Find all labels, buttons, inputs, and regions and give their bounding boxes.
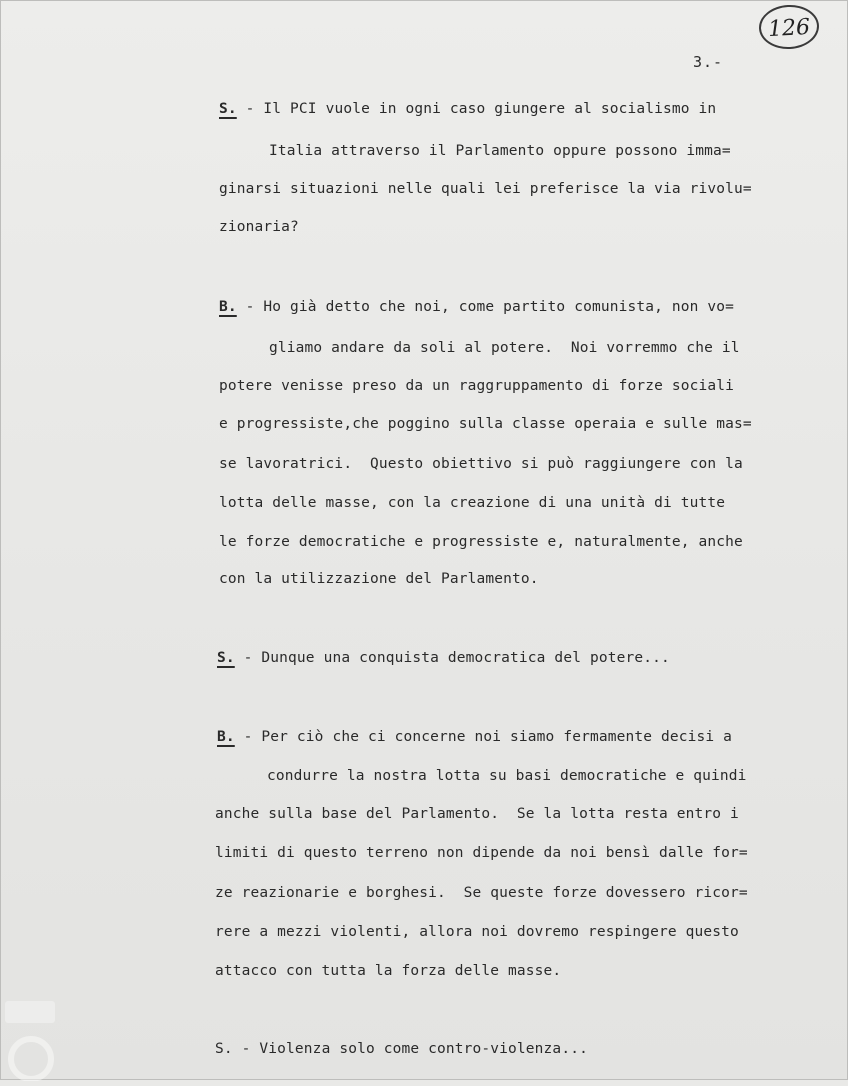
speaker-label: S. xyxy=(215,1041,233,1057)
text-line: S. - Il PCI vuole in ogni caso giungere al socialismo in xyxy=(219,101,717,117)
text-line: le forze democratiche e progressiste e, naturalmente, anche xyxy=(219,534,743,550)
text-line: limiti di questo terreno non dipende da noi bensì dalle for= xyxy=(215,845,748,861)
page-number: 3.- xyxy=(693,53,724,71)
text-line: zionaria? xyxy=(219,219,299,235)
text-line: e progressiste,che poggino sulla classe operaia e sulle mas= xyxy=(219,416,752,432)
text-line: ginarsi situazioni nelle quali lei preferisce la via rivolu= xyxy=(219,181,752,197)
text-line: anche sulla base del Parlamento. Se la lotta resta entro i xyxy=(215,806,739,822)
text-line: B. - Ho già detto che noi, come partito comunista, non vo= xyxy=(219,299,735,315)
text-line: Italia attraverso il Parlamento oppure possono imma= xyxy=(269,143,731,159)
speaker-label: S. xyxy=(219,101,237,117)
text-line: S. - Violenza solo come contro-violenza... xyxy=(215,1041,588,1057)
watermark-shape-icon xyxy=(1,941,71,1081)
text-line: ze reazionarie e borghesi. Se queste forze dovessero ricor= xyxy=(215,885,748,901)
text-line: potere venisse preso da un raggruppamento di forze sociali xyxy=(219,378,735,394)
text-line: condurre la nostra lotta su basi democratiche e quindi xyxy=(267,768,747,784)
speaker-label: B. xyxy=(219,299,237,315)
text-line: se lavoratrici. Questo obiettivo si può raggiungere con la xyxy=(219,456,743,472)
speaker-label: B. xyxy=(217,729,235,745)
text-line: gliamo andare da soli al potere. Noi vorremmo che il xyxy=(269,340,740,356)
text-line: attacco con tutta la forza delle masse. xyxy=(215,963,562,979)
text-line: con la utilizzazione del Parlamento. xyxy=(219,571,539,587)
text-line: S. - Dunque una conquista democratica del potere... xyxy=(217,650,670,666)
archive-number-stamp: 126 xyxy=(758,3,820,50)
archive-watermark xyxy=(1,941,71,1081)
text-line: lotta delle masse, con la creazione di una unità di tutte xyxy=(219,495,726,511)
text-line: B. - Per ciò che ci concerne noi siamo fermamente decisi a xyxy=(217,729,733,745)
text-line: rere a mezzi violenti, allora noi dovremo respingere questo xyxy=(215,924,739,940)
speaker-label: S. xyxy=(217,650,235,666)
